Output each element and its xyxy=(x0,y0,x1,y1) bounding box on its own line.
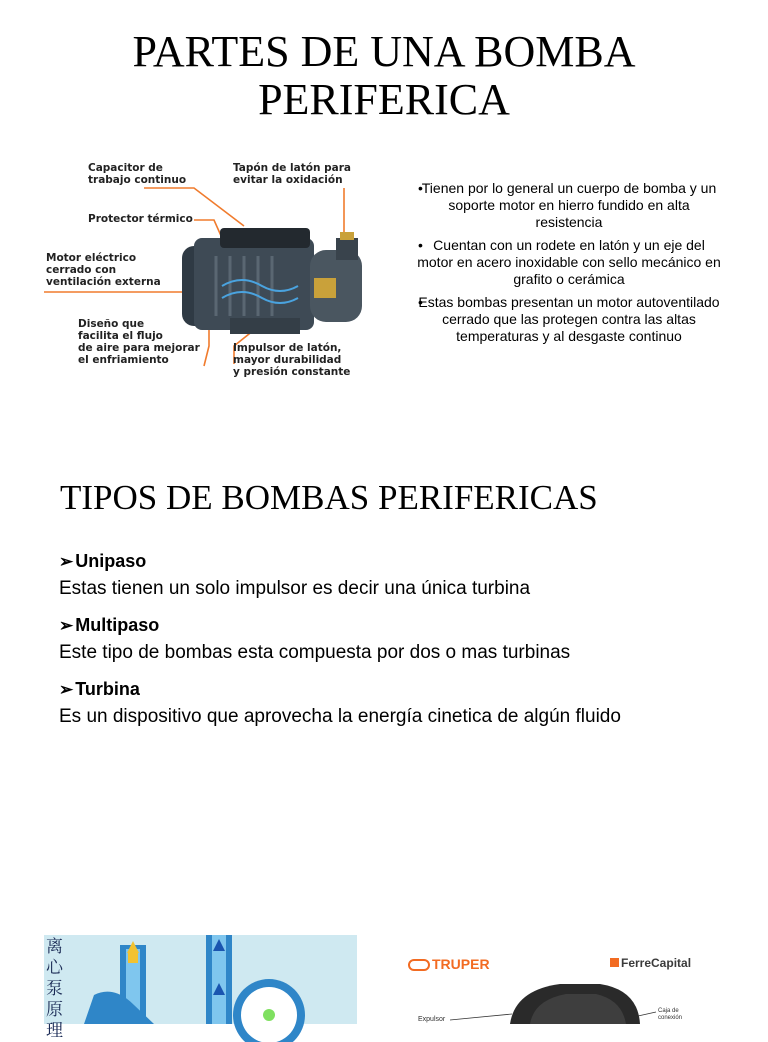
type-description: Este tipo de bombas esta compuesta por dos o mas turbinas xyxy=(59,642,571,663)
label-capacitor: Capacitor de trabajo continuo xyxy=(88,162,187,186)
label-caja: Caja de conexión xyxy=(658,1008,683,1021)
truper-logo: TRUPER xyxy=(408,956,490,972)
type-heading: ➢ Unipaso xyxy=(59,551,147,571)
features-list xyxy=(402,180,722,351)
arrow-bullet-icon: ➢ xyxy=(59,616,74,635)
label-expulsor: Expulsor xyxy=(418,1016,446,1023)
truper-pump-photo xyxy=(400,944,710,1024)
type-description: Estas tienen un solo impulsor es decir una única turbina xyxy=(59,578,531,599)
type-description: Es un dispositivo que aprovecha la energía cinetica de algún fluido xyxy=(59,706,621,727)
slide-title: PARTES DE UNA BOMBA PERIFERICA xyxy=(132,27,636,124)
label-protector: Protector térmico xyxy=(88,213,193,225)
label-motor: Motor eléctrico cerrado con ventilación externa xyxy=(46,252,161,288)
label-tapon: Tapón de latón para evitar la oxidación xyxy=(233,162,351,186)
centrifugal-pump-diagram xyxy=(44,935,357,1041)
truper-pump-shape xyxy=(400,944,710,1024)
section-title: TIPOS DE BOMBAS PERIFERICAS xyxy=(60,478,598,517)
list-item: • Estas bombas presentan un motor autoventilado cerrado que las protegen contra las altas temperaturas y al desgaste continuo xyxy=(402,294,722,345)
pump-flow-illustration xyxy=(44,935,357,1024)
list-item: • Cuentan con un rodete en latón y un eje del motor en acero inoxidable con sello mecánico en grafito o cerámica xyxy=(402,237,722,288)
arrow-bullet-icon: ➢ xyxy=(59,552,74,571)
chinese-vertical-label: 离心泵原理 xyxy=(46,937,63,1041)
label-diseno: Diseño que facilita el flujo de aire para mejorar el enfriamiento xyxy=(78,318,200,366)
pump-types-list xyxy=(59,548,759,740)
type-heading: ➢ Turbina xyxy=(59,679,140,699)
pump-parts-diagram xyxy=(44,146,366,392)
type-heading: ➢ Multipaso xyxy=(59,615,160,635)
ferrecapital-logo: FerreCapital xyxy=(610,956,691,970)
label-impulsor: Impulsor de latón, mayor durabilidad y presión constante xyxy=(233,342,351,378)
list-item: • Tienen por lo general un cuerpo de bomba y un soporte motor en hierro fundido en alta resistencia xyxy=(402,180,722,231)
arrow-bullet-icon: ➢ xyxy=(59,680,74,699)
